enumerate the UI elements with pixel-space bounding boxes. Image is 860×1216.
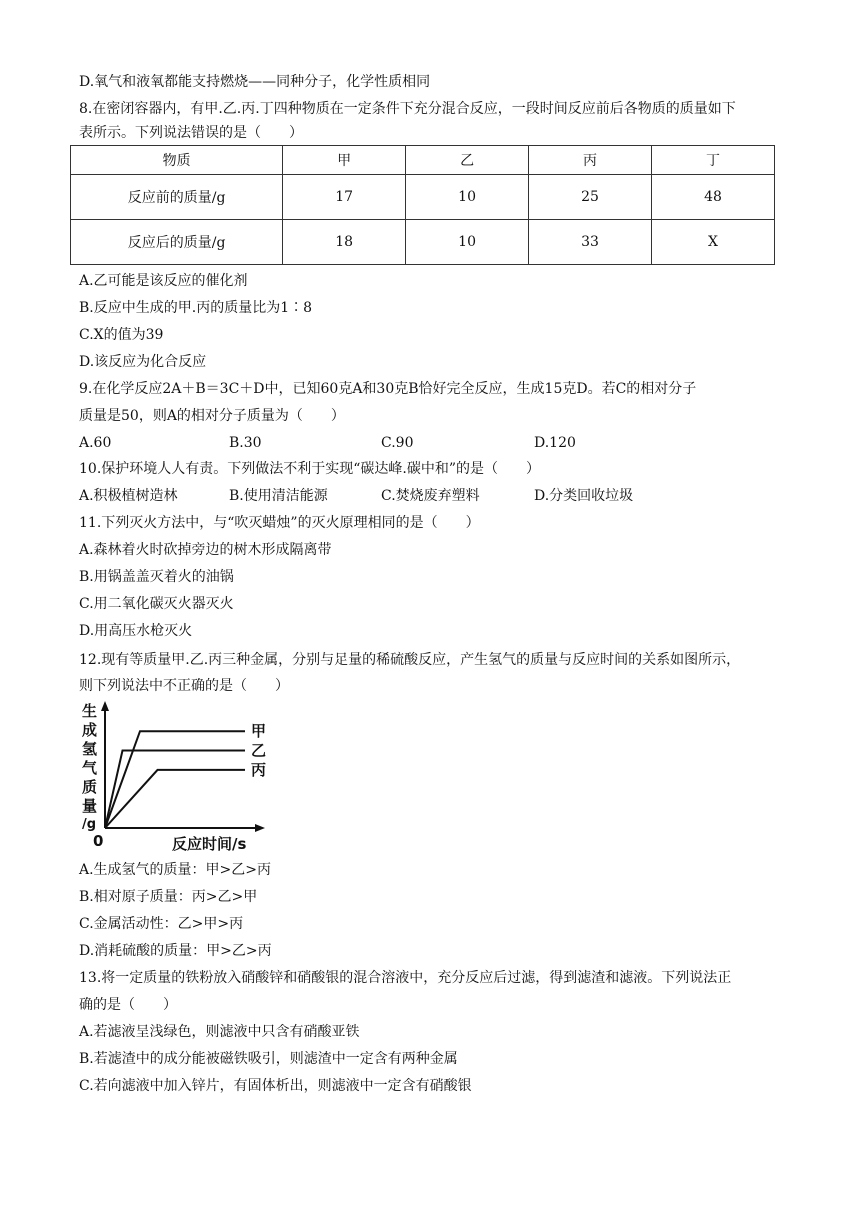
q9-option-b: B.30 <box>229 435 262 451</box>
hydrogen-mass-chart <box>79 700 269 852</box>
y-label-char: 成 <box>82 721 98 739</box>
table-cell: 10 <box>406 175 529 220</box>
q13-stem-line1: 13.将一定质量的铁粉放入硝酸锌和硝酸银的混合溶液中，充分反应后过滤，得到滤渣和滤液。下列说法正 <box>79 970 732 986</box>
q10-option-a: A.积极植树造林 <box>79 488 178 504</box>
q13-option-a: A.若滤液呈浅绿色，则滤液中只含有硝酸亚铁 <box>79 1024 360 1040</box>
table-header-row <box>71 146 775 175</box>
table-header-cell: 物质 <box>71 146 283 175</box>
table-header-cell: 丁 <box>652 146 775 175</box>
y-label-char: /g <box>82 817 97 832</box>
q11-option-d: D.用高压水枪灭火 <box>79 623 193 639</box>
q12-stem-line1: 12.现有等质量甲.乙.丙三种金属，分别与足量的稀硫酸反应，产生氢气的质量与反应时间的关系如图所示， <box>79 652 741 668</box>
q12-option-b: B.相对原子质量：丙>乙>甲 <box>79 889 258 905</box>
y-label-char: 气 <box>82 759 98 777</box>
series-line-2 <box>105 751 245 829</box>
q9-option-d: D.120 <box>534 435 576 451</box>
q11-option-b: B.用锅盖盖灭着火的油锅 <box>79 569 234 585</box>
table-cell: 反应前的质量/g <box>71 175 283 220</box>
mass-table <box>70 145 775 265</box>
q8-option-d: D.该反应为化合反应 <box>79 354 207 370</box>
q8-stem-line1: 8.在密闭容器内，有甲.乙.丙.丁四种物质在一定条件下充分混合反应，一段时间反应前后各物质的质量如下 <box>79 101 736 117</box>
q13-option-b: B.若滤渣中的成分能被磁铁吸引，则滤渣中一定含有两种金属 <box>79 1051 458 1067</box>
series-line-1 <box>105 731 245 828</box>
y-label-char: 量 <box>82 797 98 815</box>
y-label-char: 生 <box>82 702 98 720</box>
table-cell: X <box>652 220 775 265</box>
q13-stem-line2: 确的是（ ） <box>79 997 177 1013</box>
q8-option-b: B.反应中生成的甲.丙的质量比为1∶8 <box>79 300 313 316</box>
q9-option-a: A.60 <box>79 435 112 451</box>
q10-option-b: B.使用清洁能源 <box>229 488 328 504</box>
table-cell: 反应后的质量/g <box>71 220 283 265</box>
q9-stem-line2: 质量是50，则A的相对分子质量为（ ） <box>79 408 345 424</box>
y-label-char: 氢 <box>82 740 98 758</box>
x-axis-arrow <box>255 824 265 832</box>
q8-option-c: C.X的值为39 <box>79 327 164 343</box>
q9-option-c: C.90 <box>381 435 414 451</box>
table-header-cell: 乙 <box>406 146 529 175</box>
table-row <box>71 175 775 220</box>
q11-option-a: A.森林着火时砍掉旁边的树木形成隔离带 <box>79 542 332 558</box>
series-line-3 <box>105 770 245 828</box>
q12-stem-line2: 则下列说法中不正确的是（ ） <box>79 678 289 694</box>
table-cell: 48 <box>652 175 775 220</box>
q12-option-c: C.金属活动性：乙>甲>丙 <box>79 916 244 932</box>
y-axis-arrow <box>101 701 109 711</box>
table-cell: 33 <box>529 220 652 265</box>
q12-option-d: D.消耗硫酸的质量：甲>乙>丙 <box>79 943 272 959</box>
series-label-2: 乙 <box>251 741 267 760</box>
table-row <box>71 220 775 265</box>
table-cell: 18 <box>283 220 406 265</box>
q10-option-c: C.焚烧废弃塑料 <box>381 488 480 504</box>
table-header-cell: 丙 <box>529 146 652 175</box>
q11-option-c: C.用二氧化碳灭火器灭火 <box>79 596 234 612</box>
q11-stem: 11.下列灭火方法中，与“吹灭蜡烛”的灭火原理相同的是（ ） <box>79 515 480 531</box>
table-header-cell: 甲 <box>283 146 406 175</box>
table-cell: 10 <box>406 220 529 265</box>
q10-stem: 10.保护环境人人有责。下列做法不利于实现“碳达峰.碳中和”的是（ ） <box>79 461 541 477</box>
series-label-3: 丙 <box>251 760 267 779</box>
q9-stem-line1: 9.在化学反应2A＋B＝3C＋D中，已知60克A和30克B恰好完全反应，生成15克D。若C的相对分子 <box>79 381 697 397</box>
origin-label: 0 <box>93 832 104 850</box>
series-label-1: 甲 <box>251 722 267 741</box>
table-cell: 17 <box>283 175 406 220</box>
x-axis-label: 反应时间/s <box>172 835 247 852</box>
table-cell: 25 <box>529 175 652 220</box>
q8-stem-line2: 表所示。下列说法错误的是（ ） <box>79 125 303 141</box>
q12-option-a: A.生成氢气的质量：甲>乙>丙 <box>79 862 272 878</box>
y-label-char: 质 <box>82 778 98 796</box>
q8-option-a: A.乙可能是该反应的催化剂 <box>79 273 248 289</box>
q10-option-d: D.分类回收垃圾 <box>534 488 634 504</box>
q7-option-d: D.氧气和液氧都能支持燃烧——同种分子，化学性质相同 <box>79 74 431 90</box>
q13-option-c: C.若向滤液中加入锌片，有固体析出，则滤液中一定含有硝酸银 <box>79 1078 472 1094</box>
